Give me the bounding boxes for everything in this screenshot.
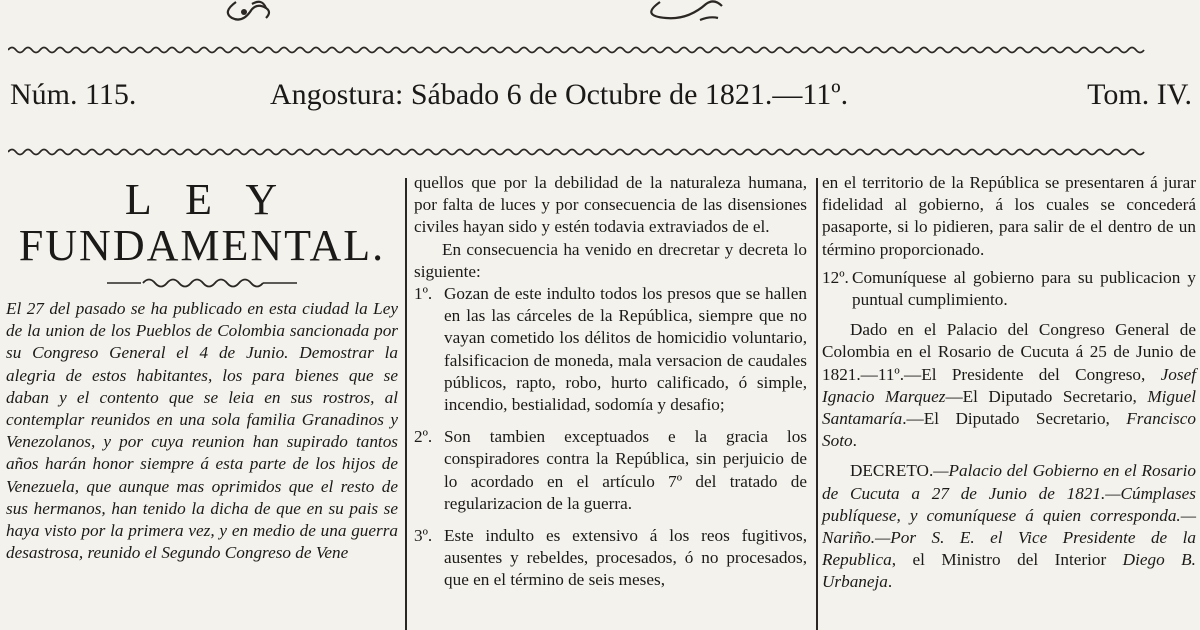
- item-number: 2º.: [414, 427, 433, 447]
- decree-statement: En consecuencia ha venido en drecretar y decreta lo siguiente:: [414, 239, 807, 281]
- decreto-text-b: , el Ministro del Interior: [891, 550, 1123, 570]
- title-flourish-ornament: [107, 276, 297, 290]
- wavy-rule-bottom: [8, 146, 1192, 158]
- decreto-minister: Diego B. Urbaneja: [822, 550, 1196, 592]
- decreto-italic-text: —Palacio del Gobierno en el Rosario de Cucuta a 27 de Junio de 1821.—Cúmplases publíquese, y comuníquese á quien corresponda.—Nariño.—Por S. E. el Vice Presidente de la Republica: [822, 461, 1196, 570]
- masthead: [10, 78, 1192, 122]
- item-text: Comuníquese al gobierno para su publicacion y puntual cumplimiento.: [852, 267, 1196, 310]
- signer-secretary-1: Miguel Santamaría: [822, 386, 1197, 429]
- decreto-paragraph: [822, 460, 1196, 593]
- decreto-text-end: .: [887, 572, 893, 592]
- article-title-ley: L E Y: [124, 175, 290, 224]
- item-number: 3º.: [414, 526, 433, 546]
- article-title-fundamental: FUNDAMENTAL.: [18, 221, 386, 270]
- article-continuation: en el territorio de la República se presentaren á jurar fidelidad al gobierno, á los cuales se concederá pasaporte, si lo pidieren, para salir de el dentro de un término proporcionado.: [822, 173, 1196, 259]
- signing-paragraph: [822, 319, 1196, 452]
- issue-place-date: Angostura: Sábado 6 de Octubre de 1821.—11º.: [270, 78, 849, 111]
- masthead-ornament: [0, 0, 1200, 28]
- article-intro: El 27 del pasado se ha publicado en esta ciudad la Ley de la union de los Pueblos de Colombia sancionada por su Congreso General el 4 de Junio. Demostrar la alegria de estos habitantes, los para bienes que se daban y el contento que se leia en sus rostros, al contemplar reunidos en una sola familia Granadinos y Venezolanos, y por cuya reunion han supirado tantos años harán honor siempre á esta parte de los hijos de Venezuela, que aunque mas oprimidos que el resto de sus hermanos, han tenido la dicha de que en su pais se haya visto por la primera vez, y en medio de una guerra desastrosa, reunido el Segundo Congreso de Vene: [6, 299, 398, 563]
- column-left: [6, 172, 398, 564]
- wavy-rule-top: [8, 44, 1192, 56]
- article-item-12: [822, 267, 1196, 311]
- item-number: 12º.: [822, 267, 849, 287]
- item-text: Este indulto es extensivo á los reos fugitivos, ausentes y rebeldes, procesados, ó no procesados, que en el término de seis meses,: [444, 526, 807, 590]
- column-divider-left: [405, 178, 407, 630]
- issue-number: Núm. 115.: [10, 78, 137, 111]
- column-middle: [414, 172, 807, 592]
- article-item-1: [414, 283, 807, 416]
- signer-secretary-2: Francisco Soto: [822, 409, 1196, 451]
- item-text: Son tambien exceptuados e la gracia los conspiradores contra la República, sin perjuicio de lo acordado en el artículo 7º del tratado de regularizacion de la guerra.: [444, 427, 807, 513]
- item-number: 1º.: [414, 284, 433, 304]
- signing-text-c: .—El Diputado Secretario,: [902, 409, 1127, 429]
- signing-text-b: —El Diputado Secretario,: [945, 386, 1148, 406]
- item-text: Gozan de este indulto todos los presos que se hallen en las las cárceles de la República, siempre que no vayan cometido los délitos de homicidio voluntario, falsificacion de moneda, mala versacion de caudales públicos, rapto, robo, hurto calificado, ó simple, incendio, bestialidad, sodomía y desafio;: [444, 284, 807, 415]
- signer-president: Josef Ignacio Marquez: [822, 364, 1196, 406]
- column-right: [822, 172, 1196, 594]
- column-divider-right: [816, 178, 818, 630]
- article-item-2: [414, 426, 807, 515]
- signing-text-d: .: [852, 431, 857, 451]
- decreto-label: DECRETO.: [850, 461, 934, 481]
- pardon-opening: quellos que por la debilidad de la naturaleza humana, por falta de luces y por consecuencia de las disensiones civiles hayan sido y estén todavia extraviados de el.: [414, 173, 807, 237]
- article-item-3: [414, 525, 807, 592]
- signing-text-a: Dado en el Palacio del Congreso General de Colombia en el Rosario de Cucuta á 25 de Junio de 1821.—11º.—El Presidente del Congreso,: [822, 320, 1196, 384]
- volume-number: Tom. IV.: [1087, 78, 1192, 111]
